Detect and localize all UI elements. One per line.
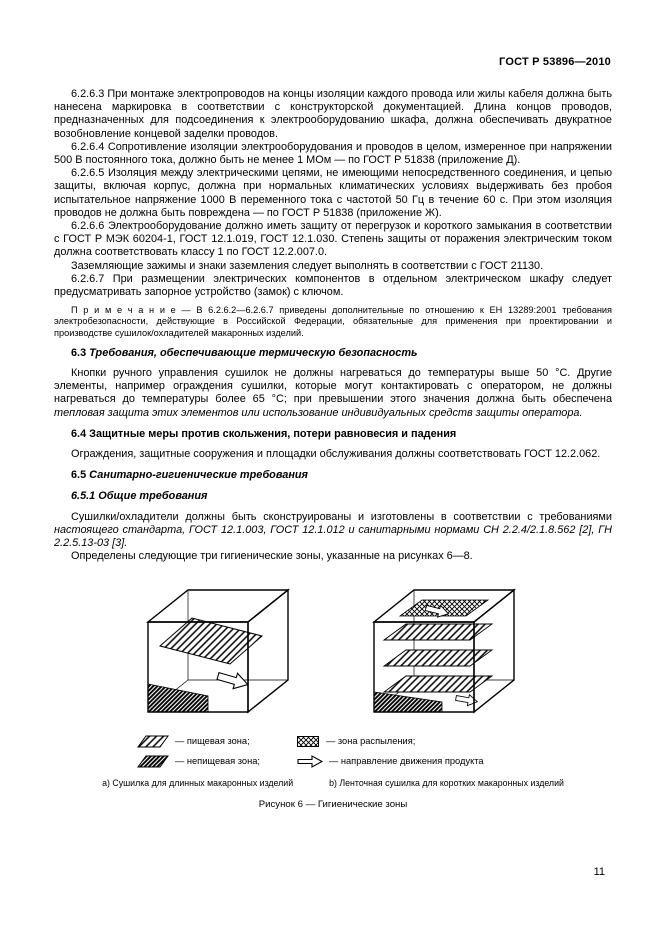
- paragraph-sanitary-italic: настоящего стандарта, ГОСТ 12.1.003, ГОСТ 12.1.012 и санитарными нормами СН 2.2.4/2.1.8.562 [2], ГН 2.2.5.13-03 [3].: [54, 523, 612, 550]
- legend-label-food-zone: — пищевая зона;: [175, 736, 250, 746]
- legend-label-product-direction: — направление движения продукта: [329, 756, 484, 766]
- figure-6-diagrams: [54, 574, 612, 724]
- legend-label-non-food-zone: — непищевая зона;: [175, 756, 260, 766]
- note-paragraph: П р и м е ч а н и е — В 6.2.6.2—6.2.6.7 приведены дополнительные по отношению к ЕН 13289:2001 требования электробезопасности, действующие в Российской Федерации, обязательные для применения при проектировании и производстве сушилок/охладителей макаронных изделий.: [54, 305, 612, 338]
- heading-6-5-1-title: Общие требования: [98, 490, 208, 503]
- paragraph-thermal-normal: Кнопки ручного управления сушилок не должны нагреваться до температуры выше 50 °С. Другие элементы, например ограждения сушилки, которые могут контактировать с оператором, не должны нагреваться до температуры более 65 °С; при превышении этого значения должна быть обеспечена: [54, 367, 612, 406]
- figure-caption: Рисунок 6 — Гигиенические зоны: [258, 798, 408, 810]
- page-number: 11: [593, 866, 605, 878]
- belt-level-3: [384, 676, 492, 692]
- heading-6-3-number: 6.3: [71, 346, 87, 359]
- figure-legend: [134, 734, 532, 769]
- heading-6-5-1-number: 6.5.1: [71, 490, 96, 503]
- paragraph-thermal-italic: тепловая защита этих элементов или использование индивидуальных средств защиты оператора.: [54, 406, 583, 419]
- paragraph-sanitary-normal: Сушилки/охладители должны быть сконструированы и изготовлены в соответствии с требованиями: [71, 510, 612, 523]
- belt-level-1: [384, 624, 492, 640]
- food-zone-swatch-icon: [134, 734, 170, 749]
- spray-zone-swatch-icon: [296, 735, 321, 748]
- legend-item-food-zone: [134, 734, 284, 749]
- paragraph-6-2-6-6: 6.2.6.6 Электрооборудование должно иметь защиту от перегрузок и короткого замыкания в соответствии с ГОСТ Р МЭК 60204-1, ГОСТ 12.1.019, ГОСТ 12.1.030. Степень защиты от поражения электрическим током должна соответствовать классу 1 по ГОСТ 12.2.007.0.: [54, 220, 612, 259]
- product-direction-arrow-b-bottom: [455, 692, 478, 707]
- heading-6-3: [54, 347, 612, 360]
- heading-6-5-title: Санитарно-гигиенические требования: [89, 469, 308, 482]
- non-food-zone-swatch-icon: [134, 754, 170, 769]
- paragraph-guards: Ограждения, защитные сооружения и площадки обслуживания должны соответствовать ГОСТ 12.2.062.: [71, 448, 601, 461]
- legend-label-spray-zone: — зона распыления;: [326, 736, 416, 746]
- heading-6-4-title: Защитные меры против скольжения, потери равновесия и падения: [89, 427, 457, 440]
- legend-item-spray-zone: [296, 734, 532, 749]
- belt-dryer-short-pasta-diagram: [362, 574, 530, 724]
- paragraph-zones: Определены следующие три гигиенические зоны, указанные на рисунках 6—8.: [71, 550, 473, 563]
- paragraph-grounding: Заземляющие зажимы и знаки заземления следует выполнять в соответствии с ГОСТ 21130.: [71, 259, 544, 272]
- belt-level-2: [384, 650, 492, 666]
- subcaption-b: b) Ленточная сушилка для коротких макаронных изделий: [329, 777, 564, 788]
- heading-6-3-title: Требования, обеспечивающие термическую безопасность: [89, 346, 418, 359]
- food-zone-a: [160, 618, 262, 664]
- document-code: ГОСТ Р 53896—2010: [499, 56, 611, 68]
- heading-6-5-number: 6.5: [71, 469, 87, 482]
- paragraph-6-2-6-7: 6.2.6.7 При размещении электрических компонентов в отдельном электрическом шкафу следует предусматривать запорное устройство (замок) с ключом.: [54, 272, 612, 299]
- paragraph-6-2-6-5: 6.2.6.5 Изоляция между электрическими цепями, не имеющими непосредственного соединения, и цепью защиты, включая корпус, должна при нормальных климатических условиях выдерживать без пробоя испытательное напряжение 1000 В переменного тока с частотой 50 Гц в течение 60 с. При этом изоляция проводов не должна быть повреждена — по ГОСТ Р 51838 (приложение Ж).: [54, 167, 612, 219]
- legend-item-product-direction: [296, 754, 532, 769]
- heading-6-5: [54, 469, 612, 482]
- paragraph-thermal: [54, 367, 612, 420]
- subcaption-a: а) Сушилка для длинных макаронных изделий: [102, 777, 294, 788]
- dryer-long-pasta-diagram: [136, 574, 304, 724]
- non-food-zone-b: [374, 692, 442, 712]
- paragraph-sanitary: [54, 511, 612, 551]
- legend-item-non-food-zone: [134, 754, 284, 769]
- paragraph-6-2-6-4: 6.2.6.4 Сопротивление изоляции электрооборудования и проводов в целом, измеренное при напряжении 500 В постоянного тока, должно быть не менее 1 МОм — по ГОСТ Р 51838 (приложение Д).: [54, 140, 612, 167]
- paragraph-6-2-6-3: 6.2.6.3 При монтаже электропроводов на концы изоляции каждого провода или жилы кабеля должна быть нанесена маркировка в соответствии с конструкторской документацией. Длина концов проводов, предназначенных для подсоединения к электрооборудованию шкафа, должна обеспечивать двукратное возобновление концевой заделки проводов.: [54, 88, 612, 140]
- heading-6-4-number: 6.4: [71, 427, 87, 440]
- direction-arrow-icon: [296, 754, 324, 769]
- heading-6-5-1: [54, 490, 612, 503]
- heading-6-4: [54, 428, 612, 441]
- figure-subcaptions: [54, 777, 612, 790]
- page-content: [54, 88, 612, 811]
